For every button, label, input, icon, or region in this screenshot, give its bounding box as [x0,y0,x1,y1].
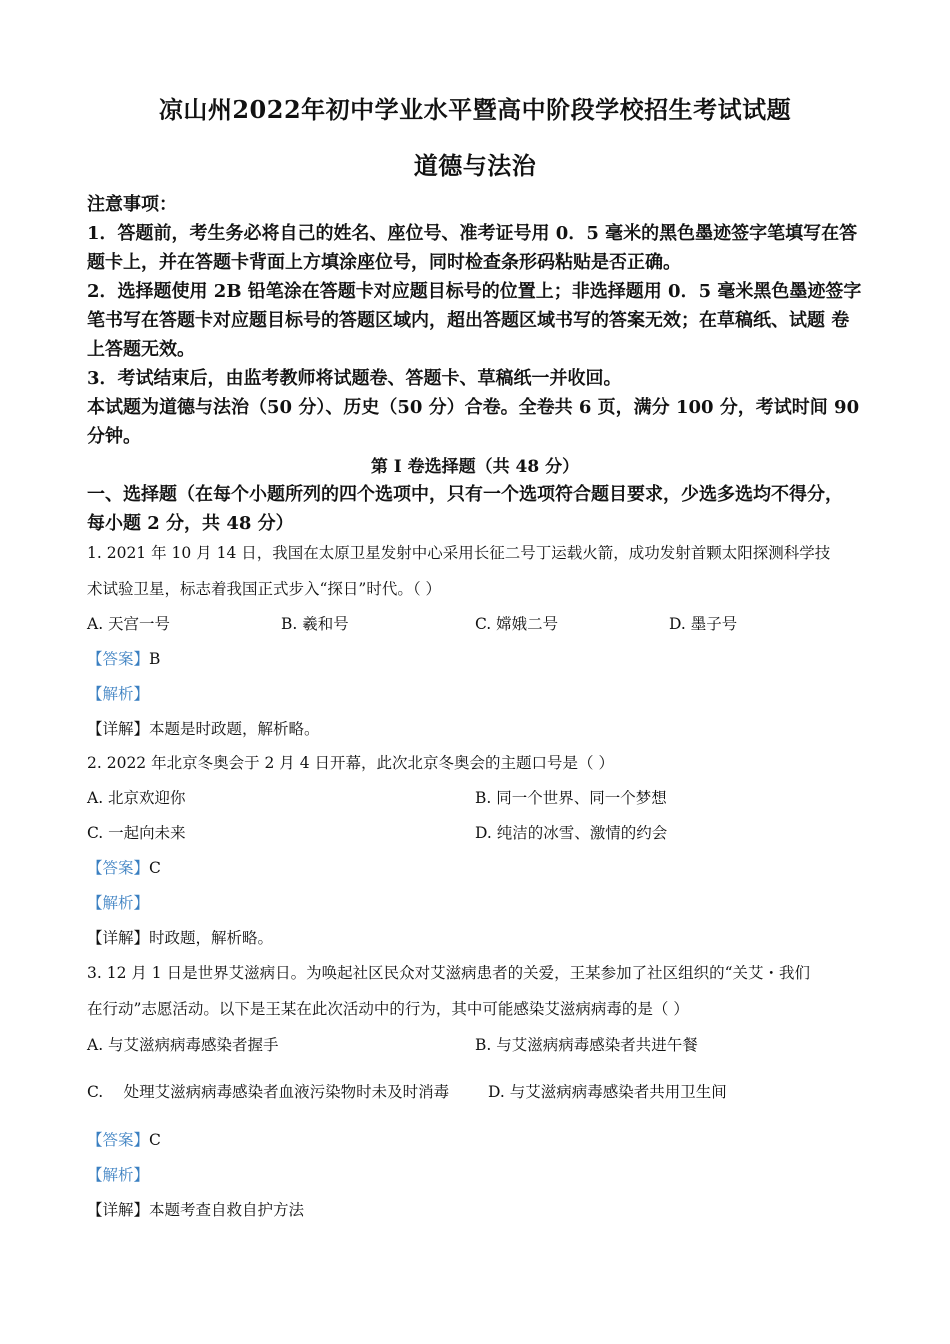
exam-title: 凉山州2022年初中学业水平暨高中阶段学校招生考试试题 [158,95,792,124]
detail-label: 【详解】 [87,720,150,738]
q1-answer: B [149,650,161,668]
answer-label: 【答案】 [87,650,150,668]
subject-title: 道德与法治 [413,151,537,180]
q3-option-c: C. 处理艾滋病病毒感染者血液污染物时未及时消毒 [87,1083,450,1101]
answer-label: 【答案】 [87,1131,150,1149]
q2-answer-line [87,857,877,879]
q1-detail: 本题是时政题，解析略。 [149,720,320,738]
q2-analysis-label: 【解析】 [87,894,150,912]
q3-stem-line-2: 在行动”志愿活动。以下是王某在此次活动中的行为，其中可能感染艾滋病病毒的是（ ） [87,1000,689,1018]
q1-analysis-label: 【解析】 [87,685,150,703]
section-one-instructions: 一、选择题（在每个小题所列的四个选项中，只有一个选项符合题目要求，少选多选均不得分， 每小题 2 分，共 48 分） [87,484,843,534]
q3-option-d: D. 与艾滋病病毒感染者共用卫生间 [488,1083,727,1101]
q3-answer-line [87,1129,877,1151]
note-item-2: 2．选择题使用 2B 铅笔涂在答题卡对应题目标号的位置上；非选择题用 0．5 毫米黑色墨迹签字笔书写在答题卡对应题目标号的答题区域内，超出答题区域书写的答案无效；在草稿纸、试题 卷上答题无效。 [87,281,862,360]
note-item-1: 1．答题前，考生务必将自己的姓名、座位号、准考证号用 0．5 毫米的黑色墨迹签字笔填写在答题卡上，并在答题卡背面上方填涂座位号，同时检查条形码粘贴是否正确。 [87,223,858,273]
q2-option-c: C. 一起向未来 [87,824,186,842]
q2-detail-line [87,927,877,949]
q3-option-a: A. 与艾滋病病毒感染者握手 [87,1036,279,1054]
q2-answer: C [149,859,161,877]
notes-heading: 注意事项： [87,194,177,215]
q1-answer-line [87,648,877,670]
answer-label: 【答案】 [87,859,150,877]
q2-option-d: D. 纯洁的冰雪、激情的约会 [475,824,668,842]
q2-detail: 时政题，解析略。 [149,929,274,947]
q1-stem-line-2: 术试验卫星，标志着我国正式步入“探日”时代。（ ） [87,580,442,598]
q1-option-b: B. 羲和号 [281,615,349,633]
q2-option-b: B. 同一个世界、同一个梦想 [475,789,667,807]
q1-stem-line-1: 1. 2021 年 10 月 14 日，我国在太原卫星发射中心采用长征二号丁运载火箭，成功发射首颗太阳探测科学技 [87,544,831,562]
q3-detail: 本题考查自救自护方法 [149,1201,305,1219]
q3-option-b: B. 与艾滋病病毒感染者共进午餐 [475,1036,698,1054]
q1-option-d: D. 墨子号 [669,615,738,633]
note-item-3: 3．考试结束后，由监考教师将试题卷、答题卡、草稿纸一并收回。 [87,368,622,389]
detail-label: 【详解】 [87,929,150,947]
q1-option-a: A. 天宫一号 [87,615,171,633]
q2-option-a: A. 北京欢迎你 [87,789,186,807]
detail-label: 【详解】 [87,1201,150,1219]
q3-answer: C [149,1131,161,1149]
notes-block [87,190,867,451]
q3-analysis-label: 【解析】 [87,1166,150,1184]
q1-detail-line [87,718,877,740]
q3-stem-line-1: 3. 12 月 1 日是世界艾滋病日。为唤起社区民众对艾滋病患者的关爱，王某参加了社区组织的“关艾・我们 [87,964,811,982]
q2-stem-line-1: 2. 2022 年北京冬奥会于 2 月 4 日开幕，此次北京冬奥会的主题口号是（ ） [87,754,614,772]
q1-option-c: C. 嫦娥二号 [475,615,559,633]
section-heading: 第 I 卷选择题（共 48 分） [370,457,580,477]
notes-summary: 本试题为道德与法治（50 分）、历史（50 分）合卷。全卷共 6 页，满分 100 分，考试时间 90 分钟。 [87,397,860,447]
q3-detail-line [87,1199,877,1221]
